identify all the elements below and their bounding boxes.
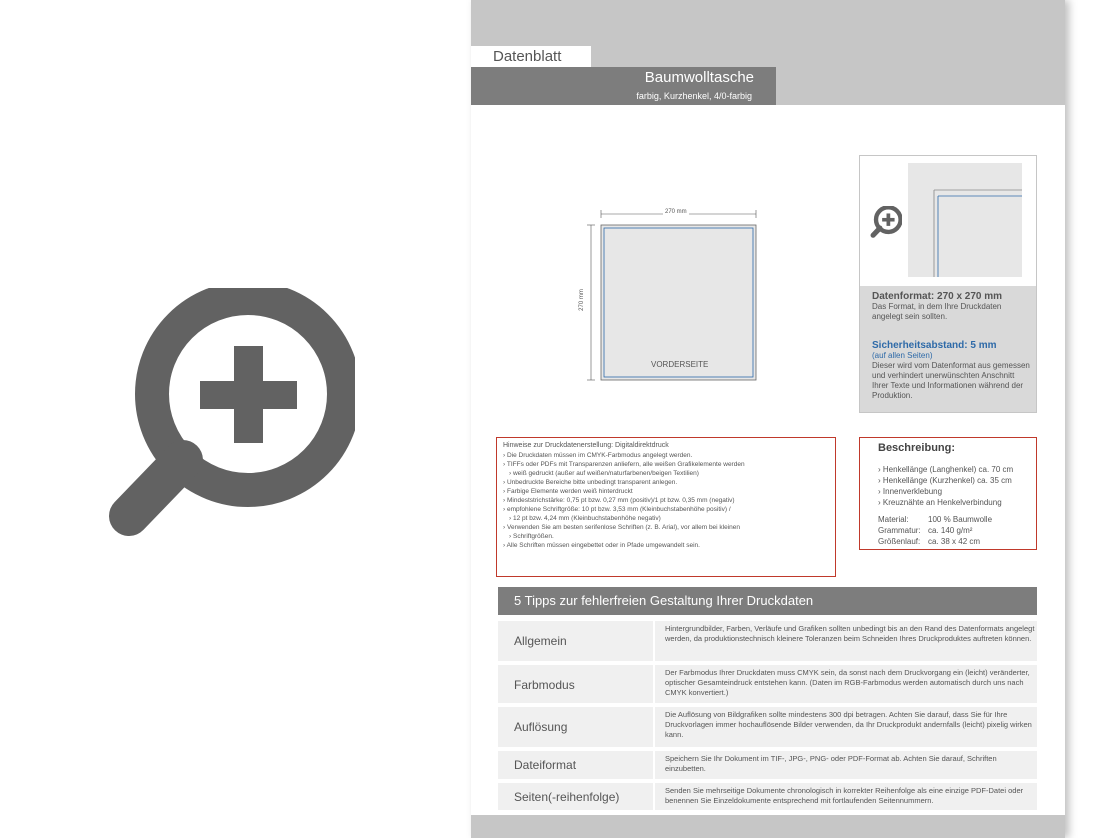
data-format-title: Datenformat: 270 x 270 mm [872,291,1003,302]
tip-text: Der Farbmodus Ihrer Druckdaten muss CMYK sein, da sonst nach dem Druckvorgang ein (leicht) veränderter, optischer Gesamteindruck entstehen kann. (Daten im RGB-Farbmodus werden automatisch durch uns nach CMYK konvertiert.) [665,668,1030,697]
tip-row-resolution [498,705,1037,747]
tip-row-color-mode [498,663,1037,703]
list-item: › Henkellänge (Kurzhenkel) ca. 35 cm [878,475,1026,486]
corner-preview-image [908,163,1022,277]
format-info-text [860,286,1036,412]
description-title: Beschreibung: [878,442,956,454]
tip-row-page-order [498,781,1037,810]
corner-preview [860,156,1036,286]
list-item: › Henkellänge (Langhenkel) ca. 70 cm [878,464,1026,475]
front-side-label: VORDERSEITE [651,360,709,369]
list-item: › empfohlene Schriftgröße: 10 pt bzw. 3,53 mm (Kleinbuchstabenhöhe positiv) / [503,505,829,514]
tip-label: Auflösung [514,720,568,734]
spec-grammage: Grammatur: ca. 140 g/m² [878,526,973,535]
title-box [471,67,776,105]
print-hints-box [496,437,836,577]
description-list [878,464,1026,508]
tip-row-general [498,619,1037,661]
list-item: › Die Druckdaten müssen im CMYK-Farbmodus angelegt werden. [503,451,829,460]
spec-material: Material: 100 % Baumwolle [878,515,993,524]
page-footer-band [471,815,1065,838]
safety-margin-sub: (auf allen Seiten) [872,351,933,360]
product-title: Baumwolltasche [644,69,754,86]
data-format-text: Das Format, in dem Ihre Druckdaten angelegt sein sollten. [872,302,1002,321]
list-item: › 12 pt bzw. 4,24 mm (Kleinbuchstabenhöhe negativ) [503,514,829,523]
print-hints-title: Hinweise zur Druckdatenerstellung: Digitaldirektdruck [503,442,669,449]
datasheet-page [471,0,1065,838]
product-subtitle: farbig, Kurzhenkel, 4/0-farbig [636,91,752,101]
list-item: › Schriftgrößen. [503,532,829,541]
tip-label: Seiten(-reihenfolge) [514,790,620,804]
format-diagram [578,205,766,385]
tip-row-file-format [498,749,1037,779]
tip-label: Dateiformat [514,758,577,772]
list-item: › Unbedruckte Bereiche bitte unbedingt transparent anlegen. [503,478,829,487]
format-drawing [578,205,766,385]
list-item: › Farbige Elemente werden weiß hinterdruckt [503,487,829,496]
print-hints-list [503,451,829,550]
safety-margin-title: Sicherheitsabstand: 5 mm [872,340,997,351]
datasheet-tab: Datenblatt [471,46,591,67]
safety-margin-text: Dieser wird vom Datenformat aus gemessen und verhindert unerwünschten Anschnitt Ihrer Texte und Informationen während der Produktion. [872,361,1030,400]
tip-text: Senden Sie mehrseitige Dokumente chronologisch in korrekter Reihenfolge als eine einzige PDF-Datei oder benennen Sie Einzeldokumente entsprechend mit fortlaufenden Seitennummern. [665,786,1024,805]
format-info-panel [859,155,1037,413]
list-item: › weiß gedruckt (außer auf weißen/naturfarbenen/beigen Textilien) [503,469,829,478]
spec-size: Größenlauf: ca. 38 x 42 cm [878,537,981,546]
width-dimension: 270 mm [665,209,687,215]
list-item: › Kreuznähte an Henkelverbindung [878,497,1026,508]
list-item: › Innenverklebung [878,486,1026,497]
height-dimension: 270 mm [578,289,585,311]
zoom-in-small-icon[interactable] [870,206,902,240]
zoom-in-icon[interactable] [105,288,355,553]
spec-list [878,514,1026,547]
tip-label: Farbmodus [514,678,575,692]
list-item: › TIFFs oder PDFs mit Transparenzen anliefern, alle weißen Grafikelemente werden [503,460,829,469]
list-item: › Mindeststrichstärke: 0,75 pt bzw. 0,27 mm (positiv)/1 pt bzw. 0,35 mm (negativ) [503,496,829,505]
tips-header: 5 Tipps zur fehlerfreien Gestaltung Ihrer Druckdaten [498,587,1037,615]
tip-text: Die Auflösung von Bildgrafiken sollte mindestens 300 dpi betragen. Achten Sie darauf, dass Sie für Ihre Druckvorlagen immer hochauflösende Bilder verwenden, da Ihr Druckprodukt andernfalls (leicht) pixelig wirken kann. [665,710,1032,739]
list-item: › Verwenden Sie am besten serifenlose Schriften (z. B. Arial), vor allem bei kleinen [503,523,829,532]
list-item: › Alle Schriften müssen eingebettet oder in Pfade umgewandelt sein. [503,541,829,550]
tip-text: Speichern Sie Ihr Dokument im TIF-, JPG-, PNG- oder PDF-Format ab. Achten Sie darauf, Schriften einzubetten. [665,754,997,773]
tip-label: Allgemein [514,634,567,648]
tip-text: Hintergrundbilder, Farben, Verläufe und Grafiken sollten unbedingt bis an den Rand des Datenformats angelegt werden, da produktionstechnisch kleinere Toleranzen beim Schneiden Ihres Druckproduktes auftreten können. [665,624,1035,643]
description-box [859,437,1037,550]
